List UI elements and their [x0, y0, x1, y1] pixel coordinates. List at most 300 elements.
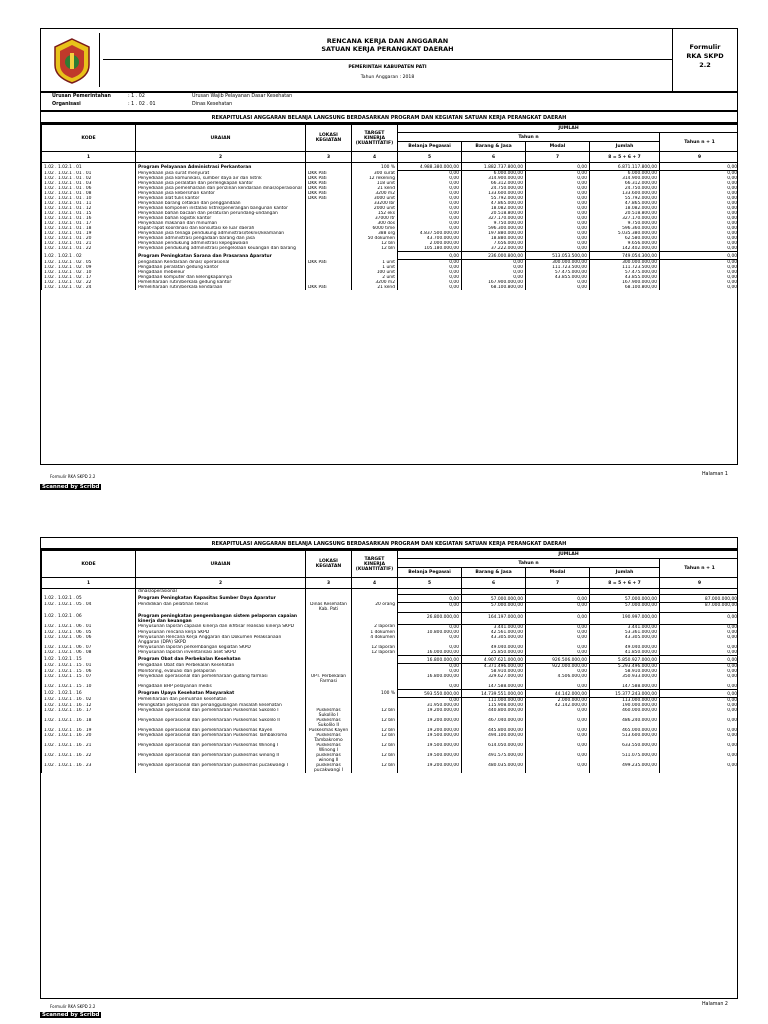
cell-pegawai: 26.800.000,00 [398, 612, 462, 624]
cell-barang: 47.865.000,00 [462, 201, 526, 206]
cell-barang: 0,00 [462, 260, 526, 266]
form-code: Formulir RKA SKPD 2.2 [686, 43, 724, 69]
cell-modal: 44.142.000,00 [526, 689, 590, 697]
cell-n1: 0,00 [660, 645, 739, 650]
cell-n1: 0,00 [660, 655, 739, 663]
cell-pegawai: 0,00 [398, 280, 462, 285]
col-uraian: URAIAN [136, 125, 306, 152]
cell-uraian: Penyediaan operasional dan pemeliharaan Puskesmas Kayen [136, 728, 306, 733]
cell-barang: 111.000.000,00 [462, 697, 526, 703]
cell-n1: 0,00 [660, 703, 739, 708]
column-number: 9 [660, 578, 739, 589]
cell-lokasi: Puskesmas Sukolilo I [306, 708, 352, 718]
cell-kode: 1.02 . 1.02.1 . 16 . 21 [42, 743, 136, 753]
cell-lokasi [306, 689, 352, 697]
cell-modal: 0,00 [526, 196, 590, 201]
activity-row [42, 753, 739, 763]
cell-uraian: Penyediaan komponen instalasi listrik/penerangan bangunan kantor [136, 206, 306, 211]
cell-barang: 7.656.000,00 [462, 241, 526, 246]
cell-jumlah: 9.750.000,00 [590, 221, 660, 226]
column-number: 5 [398, 578, 462, 589]
program-row [42, 252, 739, 260]
cell-uraian: Pengadaan komputer dan kelengkapannya [136, 275, 306, 280]
cell-target: 12 bln [352, 718, 398, 728]
cell-barang: 42.561.000,00 [462, 630, 526, 635]
footer-form-label-2: Formulir RKA SKPD 2.2 [50, 1004, 96, 1009]
cell-lokasi: DKK Pati [306, 176, 352, 181]
cell-n1: 0,00 [660, 216, 739, 221]
cell-kode: 1.02 . 1.02.1 . 01 . 22 [42, 246, 136, 252]
cell-kode: 1.02 . 1.02.1 . 01 . 12 [42, 206, 136, 211]
cell-jumlah: 167.900.000,00 [590, 280, 660, 285]
col-tahun-n: Tahun n [398, 133, 660, 142]
cell-pegawai: 19.500.000,00 [398, 733, 462, 743]
cell-barang: 20.518.800,00 [462, 211, 526, 216]
cell-n1: 0,00 [660, 270, 739, 275]
cell-modal: 0,00 [526, 728, 590, 733]
cell-jumlah: 5.850.927.000,00 [590, 655, 660, 663]
cell-lokasi [306, 655, 352, 663]
cell-uraian: Penyediaan operasional dan pemeliharaan Puskesmas Sukolilo I [136, 708, 306, 718]
cell-modal: 0,00 [526, 206, 590, 211]
cell-uraian: Penyediaan operasional dan pemeliharaan gudang farmasi [136, 674, 306, 684]
cell-n1: 0,00 [660, 669, 739, 674]
cell-uraian: Penyediaan alat tulis kantor [136, 196, 306, 201]
cell-target: 12 bln [352, 241, 398, 246]
cell-target: 12 bln [352, 246, 398, 252]
cell-target: 12 bln [352, 728, 398, 733]
cell-n1: 0,00 [660, 241, 739, 246]
cell-target: 6000 time [352, 226, 398, 231]
cell-target: 300 dos [352, 221, 398, 226]
column-number: 9 [660, 152, 739, 163]
cell-target: 1 dokumen [352, 630, 398, 635]
cell-jumlah: 142.402.000,00 [590, 246, 660, 252]
activity-row [42, 718, 739, 728]
cell-uraian: Penyediaan operasional dan pemeliharaan Puskesmas Winong I [136, 743, 306, 753]
cell-uraian: Pemeliharaan rutin/berkala gedung kantor [136, 280, 306, 285]
cell-modal: 0,00 [526, 216, 590, 221]
cell-barang: 614.050.000,00 [462, 743, 526, 753]
cell-jumlah: 513.600.000,00 [590, 733, 660, 743]
cell-pegawai: 19.200.000,00 [398, 728, 462, 733]
col-target: TARGET KINERJA (KUANTITATIF) [352, 125, 398, 152]
cell-barang: 4.907.621.000,00 [462, 655, 526, 663]
cell-jumlah: 20.518.800,00 [590, 211, 660, 216]
cell-n1: 0,00 [660, 196, 739, 201]
column-number: 5 [398, 152, 462, 163]
activity-row [42, 728, 739, 733]
cell-jumlah: 5.035.380.000,00 [590, 231, 660, 236]
cell-uraian: Penyusunan laporan inventarisasi aset SKPD [136, 650, 306, 656]
cell-kode: 1.02 . 1.02.1 . 01 . 21 [42, 241, 136, 246]
cell-pegawai: 0,00 [398, 176, 462, 181]
cell-pegawai: 0,00 [398, 265, 462, 270]
activity-row [42, 624, 739, 630]
document-subtitle: SATUAN KERJA PERANGKAT DAERAH [321, 45, 454, 53]
cell-barang: 133.600.000,00 [462, 191, 526, 196]
cell-kode: 1.02 . 1.02.1 . 15 . 06 [42, 669, 136, 674]
cell-n1: 0,00 [660, 265, 739, 270]
urusan-label: Urusan Pemerintahan [52, 94, 111, 99]
cell-modal: 2.000.000,00 [526, 697, 590, 703]
col-modal: Modal [526, 142, 590, 152]
cell-barang: 66.312.000,00 [462, 181, 526, 186]
cell-uraian: Pendidikan dan pelatihan teknis [136, 602, 306, 612]
column-number: 2 [136, 578, 306, 589]
cell-modal: 111.723.500,00 [526, 265, 590, 270]
cell-n1: 0,00 [660, 663, 739, 669]
cell-barang: 467.040.000,00 [462, 718, 526, 728]
activity-row [42, 630, 739, 635]
column-number: 2 [136, 152, 306, 163]
cell-jumlah: 49.040.000,00 [590, 645, 660, 650]
cell-lokasi: Puskesmas Tambakromo [306, 733, 352, 743]
cell-kode: 1.02 . 1.02.1 . 01 [42, 163, 136, 171]
cell-modal: 0,00 [526, 718, 590, 728]
cell-target [352, 655, 398, 663]
cell-jumlah: 68.100.800,00 [590, 285, 660, 290]
cell-pegawai: 19.500.000,00 [398, 743, 462, 753]
cell-barang: 43.305.000,00 [462, 635, 526, 645]
cell-jumlah: 47.865.000,00 [590, 201, 660, 206]
cell-n1: 0,00 [660, 743, 739, 753]
cell-pegawai: 43.700.000,00 [398, 236, 462, 241]
cell-modal: 0,00 [526, 181, 590, 186]
cell-kode: 1.02 . 1.02.1 . 05 [42, 594, 136, 602]
cell-uraian: Penyediaan jasa tenaga pendukung administrasi/teknis/keamanan [136, 231, 306, 236]
program-row [42, 689, 739, 697]
cell-jumlah: 486.240.000,00 [590, 718, 660, 728]
cell-jumlah: 511.075.000,00 [590, 753, 660, 763]
organisasi-name: Dinas Kesehatan [192, 102, 233, 107]
cell-uraian: Penyediaan jasa pemeliharaan dan perizinan kendaraan dinas/operasional [136, 186, 306, 191]
cell-modal: 0,00 [526, 236, 590, 241]
cell-kode: 1.02 . 1.02.1 . 01 . 19 [42, 231, 136, 236]
cell-lokasi [306, 612, 352, 624]
col-lokasi: LOKASI KEGIATAN [306, 125, 352, 152]
cell-n1: 0,00 [660, 708, 739, 718]
cell-n1: 0,00 [660, 630, 739, 635]
cell-target: 2 laporan [352, 624, 398, 630]
cell-target [352, 594, 398, 602]
cell-kode: 1.02 . 1.02.1 . 16 . 22 [42, 753, 136, 763]
activity-row [42, 645, 739, 650]
cell-uraian: Program Peningkatan Sarana dan Prasarana Aparatur [136, 252, 306, 260]
cell-kode: 1.02 . 1.02.1 . 16 . 20 [42, 733, 136, 743]
cell-n1: 0,00 [660, 171, 739, 177]
budget-table-page-1 [40, 123, 738, 465]
cell-barang: 1.882.737.800,00 [462, 163, 526, 171]
cell-target [352, 674, 398, 684]
cell-kode: 1.02 . 1.02.1 . 01 . 15 [42, 211, 136, 216]
cell-barang: 58.910.000,00 [462, 669, 526, 674]
cell-n1: 0,00 [660, 260, 739, 266]
cell-n1: 0,00 [660, 275, 739, 280]
cell-target: 12 bln [352, 733, 398, 743]
cell-jumlah: 314.900.000,00 [590, 176, 660, 181]
kabupaten-pati-emblem-icon [45, 33, 100, 87]
cell-pegawai: 19.500.000,00 [398, 753, 462, 763]
cell-pegawai: 0,00 [398, 635, 462, 645]
cell-jumlah: 499.235.000,00 [590, 763, 660, 773]
cell-target: 50 dokumen [352, 236, 398, 241]
cell-barang: 0,00 [462, 265, 526, 270]
cell-target: 300 surat [352, 171, 398, 177]
cell-kode: 1.02 . 1.02.1 . 01 . 20 [42, 236, 136, 241]
cell-barang: 445.800.000,00 [462, 728, 526, 733]
activity-row [42, 733, 739, 743]
cell-barang: 68.100.800,00 [462, 285, 526, 290]
cell-barang: 55.792.000,00 [462, 196, 526, 201]
cell-barang: 147.588.000,00 [462, 684, 526, 690]
cell-jumlah: 57.000.000,00 [590, 602, 660, 612]
cell-uraian: Rapat-rapat koordinasi dan konsultasi ke luar daerah [136, 226, 306, 231]
cell-modal: 0,00 [526, 241, 590, 246]
cell-n1: 0,00 [660, 176, 739, 181]
col-tahun-n1: Tahun n + 1 [660, 133, 739, 152]
column-number: 3 [306, 152, 352, 163]
urusan-code: : 1 . 02 [128, 94, 145, 99]
cell-kode: 1.02 . 1.02.1 . 01 . 06 [42, 186, 136, 191]
cell-jumlah: 113.000.000,00 [590, 697, 660, 703]
cell-n1: 0,00 [660, 231, 739, 236]
cell-barang: 0,00 [462, 275, 526, 280]
cell-barang: 327.170.000,00 [462, 216, 526, 221]
cell-uraian: Pemeliharaan rutin/berkala kendaraan [136, 285, 306, 290]
cell-jumlah: 596.360.000,00 [590, 226, 660, 231]
cell-n1: 0,00 [660, 763, 739, 773]
cell-uraian: Program Upaya Kesehatan Masyarakat [136, 689, 306, 697]
activity-row [42, 743, 739, 753]
cell-pegawai: 4.837.500.000,00 [398, 231, 462, 236]
cell-modal: 42.142.000,00 [526, 703, 590, 708]
cell-target: 12 laporan [352, 650, 398, 656]
cell-jumlah: 9.656.000,00 [590, 241, 660, 246]
cell-jumlah: 190.000.000,00 [590, 703, 660, 708]
cell-barang: 14.739.551.000,00 [462, 689, 526, 697]
cell-target: 100 % [352, 163, 398, 171]
cell-kode: 1.02 . 1.02.1 . 02 . 24 [42, 285, 136, 290]
cell-jumlah: 66.312.000,00 [590, 181, 660, 186]
cell-n1: 0,00 [660, 612, 739, 624]
cell-target: 1 unit [352, 265, 398, 270]
cell-uraian: Penyediaan jasa peralatan dan perlengkapan kantor [136, 181, 306, 186]
cell-pegawai: 0,00 [398, 684, 462, 690]
cell-kode: 1.02 . 1.02.1 . 02 . 17 [42, 275, 136, 280]
cell-modal: 0,00 [526, 594, 590, 602]
program-row [42, 163, 739, 171]
cell-pegawai: 0,00 [398, 270, 462, 275]
cell-target: 3200 m2 [352, 280, 398, 285]
cell-uraian: Penyusunan Rencana Kerja Anggaran dan Dokumen Pelaksanaan Anggaran (DPA) SKPD [136, 635, 306, 645]
cell-pegawai: 4.988.380.000,00 [398, 163, 462, 171]
cell-kode: 1.02 . 1.02.1 . 16 . 23 [42, 763, 136, 773]
cell-kode: 1.02 . 1.02.1 . 16 . 12 [42, 703, 136, 708]
cell-kode: 1.02 . 1.02.1 . 15 . 10 [42, 684, 136, 690]
cell-barang: 0,00 [462, 270, 526, 275]
cell-jumlah: 111.723.500,00 [590, 265, 660, 270]
cell-uraian: Penyediaan operasional dan pemeliharaan puskesmas winong II [136, 753, 306, 763]
pemda-name: PEMERINTAH KABUPATEN PATI [348, 65, 427, 70]
cell-modal: 300.000.000,00 [526, 260, 590, 266]
cell-barang: 491.575.000,00 [462, 753, 526, 763]
cell-barang: 329.627.000,00 [462, 674, 526, 684]
cell-target: 33200 lbr [352, 201, 398, 206]
column-number: 6 [462, 152, 526, 163]
cell-jumlah: 24.750.000,00 [590, 186, 660, 191]
cell-n1: 0,00 [660, 226, 739, 231]
program-row [42, 612, 739, 624]
cell-target: 388 org [352, 231, 398, 236]
cell-pegawai: 0,00 [398, 221, 462, 226]
cell-target: 37000 ltr [352, 216, 398, 221]
cell-pegawai: 0,00 [398, 191, 462, 196]
cell-modal: 0,00 [526, 763, 590, 773]
cell-uraian: Penyusunan rencana kerja SKPD [136, 630, 306, 635]
cell-pegawai: 0,00 [398, 669, 462, 674]
cell-lokasi [306, 252, 352, 260]
cell-lokasi: UPT. Perbekalan Farmasi [306, 674, 352, 684]
cell-uraian: Program peningkatan pengembangan sistem pelaporan capaian kinerja dan keuangan [136, 612, 306, 624]
cell-n1: 87.000.000,00 [660, 602, 739, 612]
cell-kode: 1.02 . 1.02.1 . 15 [42, 655, 136, 663]
cell-pegawai: 0,00 [398, 594, 462, 602]
cell-kode: 1.02 . 1.02.1 . 15 . 01 [42, 663, 136, 669]
cell-uraian: Penyusunan laporan capaian kinerja dan ikhtisar realisasi kinerja SKPD [136, 624, 306, 630]
cell-target: 118 unit [352, 181, 398, 186]
cell-kode: 1.02 . 1.02.1 . 01 . 18 [42, 226, 136, 231]
cell-modal: 0,00 [526, 645, 590, 650]
column-number: 6 [462, 578, 526, 589]
cell-pegawai: 0,00 [398, 663, 462, 669]
cell-pegawai: 0,00 [398, 211, 462, 216]
cell-lokasi [306, 635, 352, 645]
cell-n1: 0,00 [660, 285, 739, 290]
cell-modal: 57.475.000,00 [526, 270, 590, 275]
cell-kode: 1.02 . 1.02.1 . 16 . 19 [42, 728, 136, 733]
cell-pegawai: 19.200.000,00 [398, 708, 462, 718]
cell-kode: 1.02 . 1.02.1 . 06 . 01 [42, 624, 136, 630]
cell-barang: 197.880.000,00 [462, 231, 526, 236]
cell-lokasi [306, 594, 352, 602]
cell-uraian: Penyediaan bahan bacaan dan peraturan perundang-undangan [136, 211, 306, 216]
cell-target [352, 252, 398, 260]
cell-pegawai: 0,00 [398, 275, 462, 280]
cell-modal: 0,00 [526, 612, 590, 624]
cell-kode: 1.02 . 1.02.1 . 01 . 02 [42, 176, 136, 181]
program-row [42, 655, 739, 663]
cell-target: 152 eks [352, 211, 398, 216]
col-jml: Jumlah [590, 142, 660, 152]
cell-kode: 1.02 . 1.02.1 . 06 . 08 [42, 650, 136, 656]
cell-n1: 0,00 [660, 624, 739, 630]
cell-jumlah: 57.000.000,00 [590, 594, 660, 602]
budget-table-page-2: KODE URAIAN LOKASI KEGIATAN TARGET KINERJA (KUANTITATIF) JUMLAH Tahun n Tahun n + 1 Belanja Pegawai Barang & Jasa Modal Jumlah 1 2 3 4 5 6 7 8 = 5 + 6 + 7 9 dinas/operasional 1.02 . 1.02.1 . 05 Program Peningkatan Kapasitas Sumber Daya Aparatur 0,00 57.000.000,00 0,00 57.000.000,00 87.000.000,00 1.02 . 1.02.1 . 05 . 04 Pendidikan dan pelatihan teknis Dinas Kesehatan Kab. Pati 20 orang 0,00 57.000.000,00 0,00 57.000.000,00 87.000.000,00 1.02 . 1.02.1 . 06 Program peningkatan pengembangan sistem pelaporan capaian kinerja dan keuangan 26.800.000,00 164.197.000,00 0,00 190.997.000,00 0,00 1.02 . 1.02.1 . 06 . 01 Penyusunan laporan capaian kinerja dan ikhtisar realisasi kinerja SKPD 2 laporan 0,00 3.441.000,00 0,00 3.441.000,00 0,00 1.02 . 1.02.1 . 06 . 05 Penyusunan rencana kerja SKPD 1 dokumen 10.800.000,00 42.561.000,00 0,00 53.361.000,00 0,00 1.02 . 1.02.1 . 06 . 06 Penyusunan Rencana Kerja Anggaran dan Dokumen Pelaksanaan Anggaran (DPA) SKPD 4 dokumen 0,00 43.305.000,00 0,00 43.305.000,00 0,00 1.02 . 1.02.1 . 06 . 07 Penyusunan laporan perkembangan kegiatan SKPD 12 laporan 0,00 49.040.000,00 0,00 49.040.000,00 0,00 1.02 . 1.02.1 . 06 . 08 Penyusunan laporan inventarisasi aset SKPD 12 laporan 16.000.000,00 25.850.000,00 0,00 41.850.000,00 0,00 1.02 . 1.02.1 . 15 Program Obat dan Perbekalan Kesehatan 16.800.000,00 4.907.621.000,00 926.506.000,00 5.850.927.000,00 0,00 1.02 . 1.02.1 . 15 . 01 Pengadaan Obat dan Perbekalan Kesehatan 0,00 4.371.496.000,00 922.000.000,00 5.293.496.000,00 0,00 1.02 . 1.02.1 . 15 . 06 Monitoring, evaluasi dan pelaporan 0,00 58.910.000,00 0,00 58.910.000,00 0,00 1.02 . 1.02.1 . 15 . 07 Penyediaan operasional dan pemeliharaan gudang farmasi UPT. Perbekalan Farmasi 16.800.000,00 329.627.000,00 4.506.000,00 350.933.000,00 0,00 1.02 . 1.02.1 . 15 . 10 Pengadaan BHP pelayanan medis 0,00 147.588.000,00 0,00 147.588.000,00 0,00 1.02 . 1.02.1 . 16 Program Upaya Kesehatan Masyarakat 100 % 593.550.000,00 14.739.551.000,00 44.142.000,00 15.377.243.000,00 0,00 1.02 . 1.02.1 . 16 . 02 Pemeliharaan dan pemulihan kesehatan 0,00 111.000.000,00 2.000.000,00 113.000.000,00 0,00 1.02 . 1.02.1 . 16 . 12 Peningkatan pelayanan dan penanggulangan masalah kesehatan 31.950.000,00 115.908.000,00 42.142.000,00 190.000.000,00 0,00 1.02 . 1.02.1 . 16 . 17 Penyediaan operasional dan pemeliharaan Puskesmas Sukolilo I Puskesmas Sukolilo I 12 bln 19.200.000,00 440.800.000,00 0,00 460.000.000,00 0,00 1.02 . 1.02.1 . 16 . 18 Penyediaan operasional dan pemeliharaan Puskesmas Sukolilo II Puskesmas Sukolilo II 12 bln 19.200.000,00 467.040.000,00 0,00 486.240.000,00 0,00 1.02 . 1.02.1 . 16 . 19 Penyediaan operasional dan pemeliharaan Puskesmas Kayen Puskesmas Kayen 12 bln 19.200.000,00 445.800.000,00 0,00 465.000.000,00 0,00 1.02 . 1.02.1 . 16 . 20 Penyediaan operasional dan pemeliharaan Puskesmas Tambakromo Puskesmas Tambakromo 12 bln 19.500.000,00 494.100.000,00 0,00 513.600.000,00 0,00 1.02 . 1.02.1 . 16 . 21 Penyediaan operasional dan pemeliharaan Puskesmas Winong I Puskesmas Winong I 12 bln 19.500.000,00 614.050.000,00 0,00 633.550.000,00 0,00 1.02 . 1.02.1 . 16 . 22 Penyediaan operasional dan pemeliharaan puskesmas winong II puskesmas winong II 12 bln 19.500.000,00 491.575.000,00 0,00 511.075.000,00 0,00 1.02 . 1.02.1 . 16 . 23 Penyediaan operasional dan pemeliharaan puskesmas pucakwangi I puskesmas pucakwangi I 12 bln 19.200.000,00 480.035.000,00 0,00 499.235.000,00 0,00 [40, 549, 738, 999]
cell-lokasi: DKK Pati [306, 285, 352, 290]
cell-n1: 0,00 [660, 684, 739, 690]
cell-jumlah: 43.855.000,00 [590, 275, 660, 280]
cell-pegawai: 16.800.000,00 [398, 655, 462, 663]
page-number-1: Halaman 1 [701, 472, 728, 477]
cell-uraian: Penyediaan jasa surat menyurat [136, 171, 306, 177]
activity-row [42, 650, 739, 656]
cell-uraian: Penyusunan laporan perkembangan kegiatan SKPD [136, 645, 306, 650]
cell-n1: 0,00 [660, 635, 739, 645]
cell-modal: 0,00 [526, 191, 590, 196]
cell-target: 3200 m2 [352, 191, 398, 196]
cell-pegawai: 0,00 [398, 226, 462, 231]
activity-row [42, 285, 739, 290]
cell-jumlah: 6.000.000,00 [590, 171, 660, 177]
cell-lokasi: DKK Pati [306, 196, 352, 201]
cell-jumlah: 350.933.000,00 [590, 674, 660, 684]
cell-jumlah: 57.475.000,00 [590, 270, 660, 275]
cell-barang: 494.100.000,00 [462, 733, 526, 743]
cell-pegawai: 0,00 [398, 206, 462, 211]
cell-modal: 0,00 [526, 669, 590, 674]
cell-pegawai: 0,00 [398, 196, 462, 201]
col-kode: KODE [42, 125, 136, 152]
cell-uraian: Penyediaan operasional dan pemeliharaan Puskesmas Tambakromo [136, 733, 306, 743]
cell-modal: 0,00 [526, 602, 590, 612]
cell-target: 12 rekening [352, 176, 398, 181]
cell-jumlah: 18.082.000,00 [590, 206, 660, 211]
cell-pegawai: 0,00 [398, 697, 462, 703]
column-number: 1 [42, 152, 136, 163]
cell-target: 2 unit [352, 275, 398, 280]
cell-pegawai: 0,00 [398, 181, 462, 186]
cell-uraian: Pengadaan Obat dan Perbekalan Kesehatan [136, 663, 306, 669]
cell-kode: 1.02 . 1.02.1 . 01 . 17 [42, 221, 136, 226]
cell-n1: 0,00 [660, 206, 739, 211]
cell-barang: 57.000.000,00 [462, 594, 526, 602]
cell-kode: 1.02 . 1.02.1 . 01 . 11 [42, 201, 136, 206]
cell-pegawai: 16.800.000,00 [398, 674, 462, 684]
cell-pegawai: 0,00 [398, 602, 462, 612]
cell-uraian: Penyediaan administrasi pengadaan barang dan jasa [136, 236, 306, 241]
cell-n1: 0,00 [660, 163, 739, 171]
rekap-title-2: REKAPITULASI ANGGARAN BELANJA LANGSUNG BERDASARKAN PROGRAM DAN KEGIATAN SATUAN KERJA PERANGKAT DAERAH [40, 537, 738, 549]
cell-pegawai: 0,00 [398, 216, 462, 221]
cell-pegawai: 16.000.000,00 [398, 650, 462, 656]
cell-n1: 0,00 [660, 650, 739, 656]
cell-barang: 49.040.000,00 [462, 645, 526, 650]
cell-jumlah: 53.361.000,00 [590, 630, 660, 635]
cell-target: 3000 unit [352, 196, 398, 201]
cell-jumlah: 147.588.000,00 [590, 684, 660, 690]
cell-n1: 0,00 [660, 246, 739, 252]
cell-target: 100 % [352, 689, 398, 697]
cell-jumlah: 55.792.000,00 [590, 196, 660, 201]
cell-n1: 0,00 [660, 181, 739, 186]
cell-barang: 37.222.000,00 [462, 246, 526, 252]
cell-n1: 0,00 [660, 280, 739, 285]
cell-kode: 1.02 . 1.02.1 . 06 [42, 612, 136, 624]
program-row [42, 594, 739, 602]
cell-kode: 1.02 . 1.02.1 . 16 . 02 [42, 697, 136, 703]
cell-modal: 0,00 [526, 171, 590, 177]
cell-uraian: Program Peningkatan Kapasitas Sumber Daya Aparatur [136, 594, 306, 602]
cell-modal: 0,00 [526, 231, 590, 236]
cell-barang: 25.850.000,00 [462, 650, 526, 656]
cell-uraian: Pengadaan peralatan gedung kantor [136, 265, 306, 270]
cell-uraian: Penyediaan operasional dan pemeliharaan Puskesmas Sukolilo II [136, 718, 306, 728]
cell-lokasi: Puskesmas Sukolilo II [306, 718, 352, 728]
cell-jumlah: 460.000.000,00 [590, 708, 660, 718]
organisasi-label: Organisasi [52, 102, 81, 107]
cell-uraian: Peningkatan pelayanan dan penanggulangan masalah kesehatan [136, 703, 306, 708]
